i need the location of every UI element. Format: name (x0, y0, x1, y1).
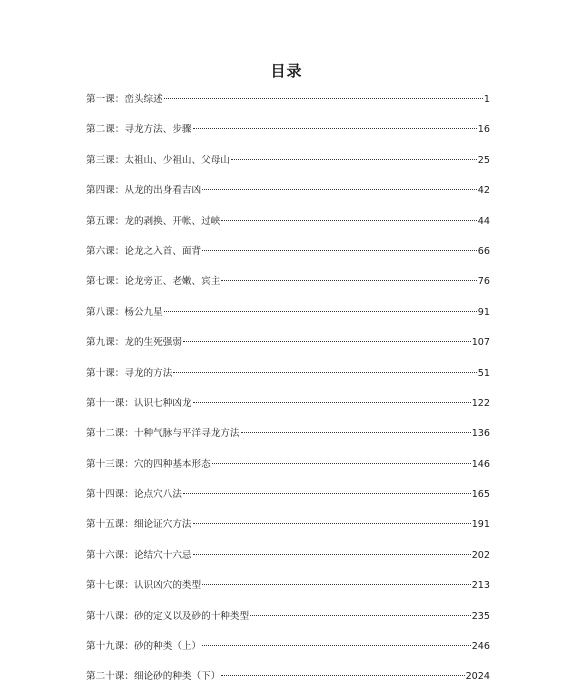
dot-leader (193, 523, 471, 524)
toc-entry-page: 51 (477, 367, 490, 379)
toc-entry-page: 213 (471, 580, 490, 592)
toc-title: 目录 (270, 62, 303, 80)
dot-leader (221, 220, 476, 221)
dot-leader (221, 675, 464, 676)
toc-entry-label: 第五课：龙的剥换、开帐、过峡 (86, 215, 221, 227)
toc-entry-label: 第十一课：认识七种凶龙 (86, 397, 192, 409)
dot-leader (241, 432, 471, 433)
toc-entry[interactable] (86, 458, 490, 488)
toc-entry-page: 136 (471, 428, 490, 440)
toc-entry-page: 66 (477, 245, 490, 257)
toc-entry-page: 91 (477, 306, 490, 318)
toc-entry[interactable] (86, 670, 490, 682)
toc-entry-page: 246 (471, 641, 490, 653)
toc-entry-page: 107 (471, 337, 490, 349)
dot-leader (164, 98, 483, 99)
dot-leader (173, 372, 476, 373)
toc-entry-label: 第八课：杨公九星 (86, 306, 163, 318)
toc-entry[interactable] (86, 275, 490, 305)
toc-entry-label: 第七课：论龙旁正、老嫩、宾主 (86, 276, 221, 288)
toc-entry-page: 122 (471, 397, 490, 409)
dot-leader (202, 189, 477, 190)
dot-leader (193, 554, 471, 555)
dot-leader (202, 250, 477, 251)
toc-entry-page: 165 (471, 489, 490, 501)
toc-entry[interactable] (86, 336, 490, 366)
dot-leader (164, 311, 477, 312)
toc-entry-label: 第六课：论龙之入首、面背 (86, 245, 202, 257)
toc-entry-label: 第四课：从龙的出身看吉凶 (86, 185, 202, 197)
toc-entry[interactable] (86, 397, 490, 427)
toc-list (86, 93, 490, 682)
toc-entry[interactable] (86, 93, 490, 123)
toc-entry-label: 第九课：龙的生死强弱 (86, 337, 182, 349)
toc-entry-page: 44 (477, 215, 490, 227)
toc-entry[interactable] (86, 640, 490, 670)
toc-entry-label: 第三课：太祖山、少祖山、父母山 (86, 154, 230, 166)
toc-entry-page: 146 (471, 458, 490, 470)
dot-leader (183, 493, 471, 494)
toc-entry-label: 第十课：寻龙的方法 (86, 367, 173, 379)
toc-entry-label: 第十四课：论点穴八法 (86, 489, 182, 501)
toc-entry-page: 16 (477, 124, 490, 136)
dot-leader (183, 341, 471, 342)
toc-entry-label: 第十五课：细论证穴方法 (86, 519, 192, 531)
dot-leader (202, 645, 471, 646)
toc-entry[interactable] (86, 549, 490, 579)
dot-leader (193, 128, 477, 129)
toc-entry[interactable] (86, 123, 490, 153)
toc-entry[interactable] (86, 518, 490, 548)
toc-entry[interactable] (86, 488, 490, 518)
toc-entry-label: 第十六课：论结穴十六忌 (86, 549, 192, 561)
toc-entry-label: 第二课：寻龙方法、步骤 (86, 124, 192, 136)
toc-entry-label: 第十八课：砂的定义以及砂的十种类型 (86, 610, 250, 622)
toc-entry-page: 1 (483, 94, 490, 105)
toc-entry[interactable] (86, 245, 490, 275)
dot-leader (193, 402, 471, 403)
toc-entry-page: 191 (471, 519, 490, 531)
dot-leader (231, 159, 477, 160)
toc-entry-label: 第十二课：十种气脉与平洋寻龙方法 (86, 428, 240, 440)
toc-entry-page: 2024 (465, 671, 490, 682)
toc-entry-page: 42 (477, 185, 490, 197)
dot-leader (202, 584, 471, 585)
toc-entry-label: 第十三课：穴的四种基本形态 (86, 458, 211, 470)
toc-entry-page: 76 (477, 276, 490, 288)
dot-leader (250, 615, 471, 616)
toc-entry[interactable] (86, 579, 490, 609)
toc-entry[interactable] (86, 367, 490, 397)
toc-entry-label: 第十七课：认识凶穴的类型 (86, 580, 202, 592)
toc-entry[interactable] (86, 306, 490, 336)
toc-entry-label: 第二十课：细论砂的种类（下） (86, 671, 221, 682)
toc-entry-page: 202 (471, 549, 490, 561)
toc-entry-page: 25 (477, 154, 490, 166)
toc-entry[interactable] (86, 427, 490, 457)
toc-entry[interactable] (86, 610, 490, 640)
toc-entry[interactable] (86, 215, 490, 245)
dot-leader (221, 280, 476, 281)
toc-entry-label: 第十九课：砂的种类（上） (86, 641, 202, 653)
toc-entry-label: 第一课：峦头综述 (86, 94, 163, 105)
toc-entry[interactable] (86, 184, 490, 214)
toc-entry-page: 235 (471, 610, 490, 622)
dot-leader (212, 463, 471, 464)
toc-entry[interactable] (86, 154, 490, 184)
